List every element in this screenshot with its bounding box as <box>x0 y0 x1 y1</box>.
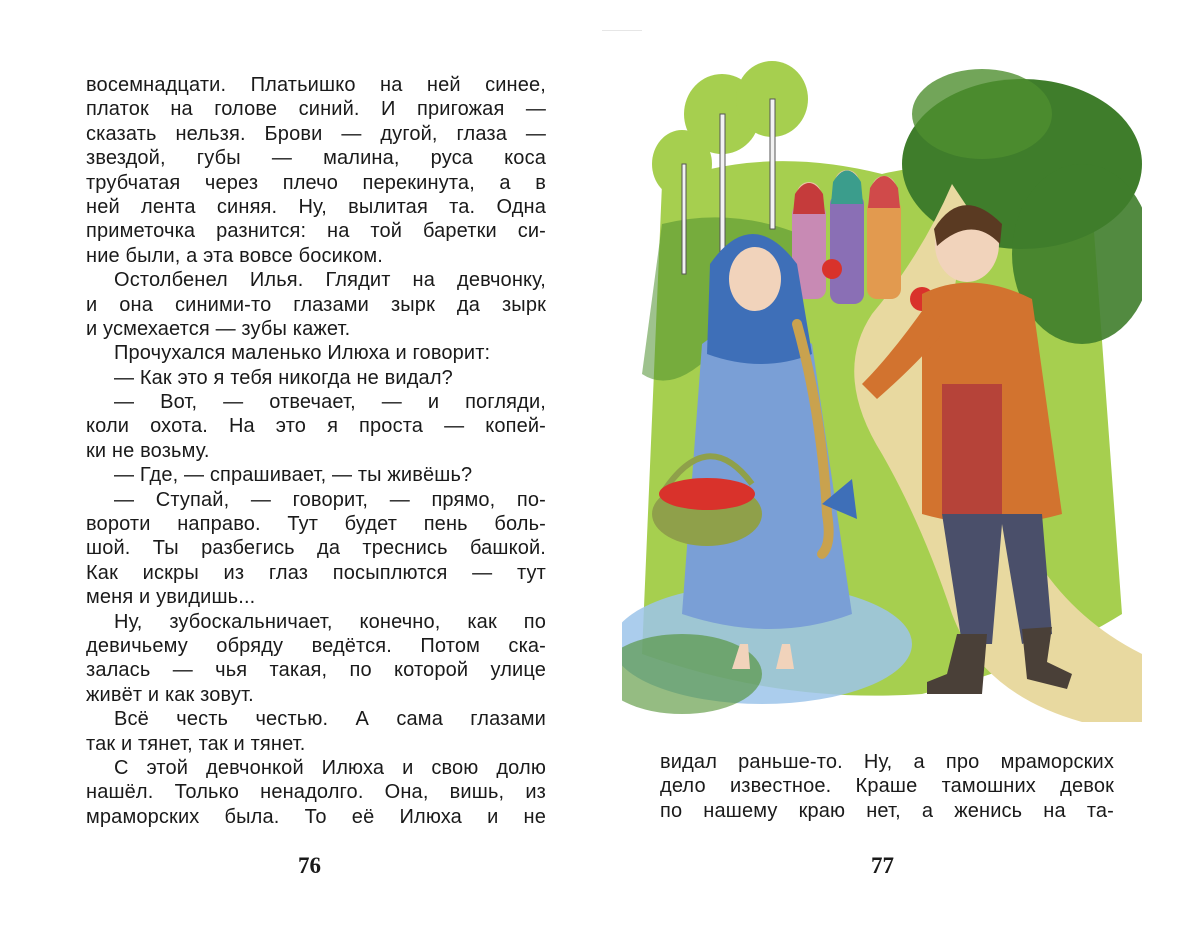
left-page-text-line: Как искры из глаз посыплются — тут <box>86 561 546 584</box>
right-page-text-line: дело известное. Краше тамошних девок <box>660 775 1114 798</box>
illustration <box>622 54 1142 722</box>
right-page-text <box>660 750 1114 823</box>
left-page-text-line: — Где, — спрашивает, — ты живёшь? <box>114 464 473 487</box>
right-page-number: 77 <box>871 853 894 878</box>
left-page-text-line: и усмехается — зубы кажет. <box>86 317 351 340</box>
left-page-text-line: ки не возьму. <box>86 439 210 462</box>
left-page-text-line: сказать нельзя. Брови — дугой, глаза — <box>86 122 546 145</box>
left-page-text-line: восемнадцати. Платьишко на ней синее, <box>86 74 546 96</box>
left-page-text-line: приметочка разнится: на той баретки си- <box>86 220 546 243</box>
left-page-text-line: живёт и как зовут. <box>86 683 254 706</box>
left-page-text-line: звездой, губы — малина, руса коса <box>86 147 546 170</box>
left-page-number: 76 <box>298 853 321 878</box>
left-page-text-line: платок на голове синий. И пригожая — <box>86 98 546 121</box>
left-page-text-line: так и тянет, так и тянет. <box>86 732 306 755</box>
left-page-text-line: трубчатая через плечо перекинута, а в <box>86 171 546 194</box>
left-page-text-line: залась — чья такая, по которой улице <box>86 659 546 682</box>
left-page-text-line: Прочухался маленько Илюха и говорит: <box>114 342 491 365</box>
left-page-text-line: Всё честь честью. А сама глазами <box>114 708 546 731</box>
left-page-text-line: шой. Ты разбегись да треснись башкой. <box>86 537 546 560</box>
left-page-text-line: — Ступай, — говорит, — прямо, по- <box>114 488 546 511</box>
left-page-text-line: и она синими-то глазами зырк да зырк <box>86 293 546 316</box>
left-page-text-line: девичьему обряду ведётся. Потом ска- <box>86 634 546 657</box>
left-page-text <box>86 73 546 829</box>
right-page-text-line: по нашему краю нет, а женись на та- <box>660 799 1114 822</box>
left-page-text-line: Ну, зубоскальничает, конечно, как по <box>114 610 546 633</box>
left-page-text-line: нашёл. Только ненадолго. Она, вишь, из <box>86 781 546 804</box>
left-page-text-line: вороти направо. Тут будет пень боль- <box>86 513 546 536</box>
left-page-text-line: — Вот, — отвечает, — и погляди, <box>114 391 546 414</box>
left-page-text-line: — Как это я тебя никогда не видал? <box>114 366 453 389</box>
left-page-text-line: коли охота. На это я проста — копей- <box>86 415 546 438</box>
left-page-text-line: меня и увидишь... <box>86 586 256 609</box>
left-page-text-line: С этой девчонкой Илюха и свою долю <box>114 756 546 779</box>
left-page-text-line: ней лента синяя. Ну, вылитая та. Одна <box>86 195 546 218</box>
left-page-text-line: ние были, а эта вовсе босиком. <box>86 244 383 267</box>
left-page-text-line: Остолбенел Илья. Глядит на девчонку, <box>114 269 546 292</box>
left-page-text-line: мраморских была. То её Илюха и не <box>86 805 546 828</box>
right-page-text-line: видал раньше-то. Ну, а про мраморских <box>660 751 1114 773</box>
